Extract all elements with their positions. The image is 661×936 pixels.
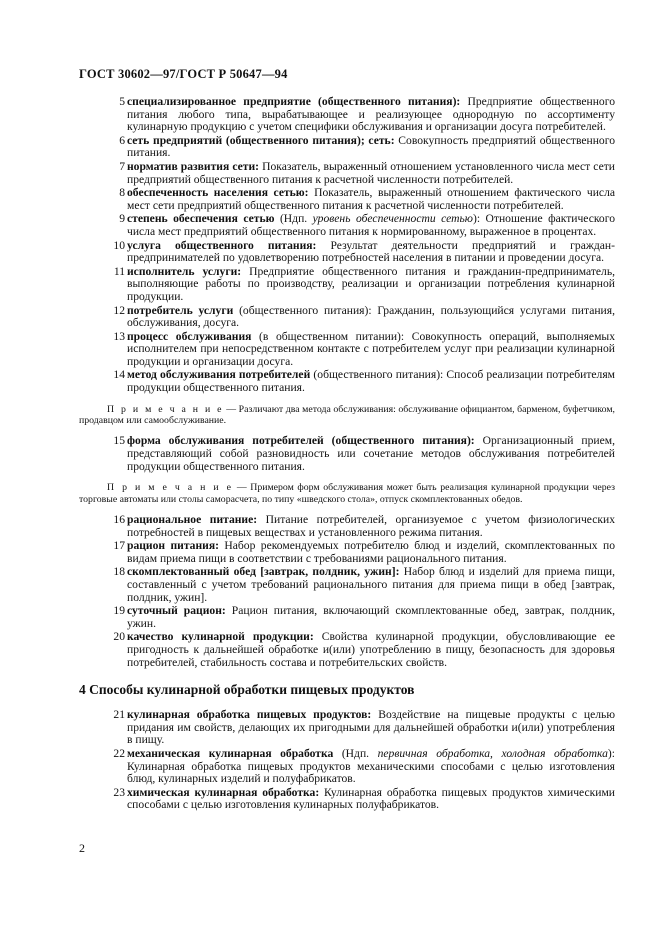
term-name: потребитель услуги bbox=[127, 303, 234, 317]
page-number: 2 bbox=[79, 841, 85, 855]
term-name: кулинарная обработка пищевых продуктов: bbox=[127, 708, 372, 722]
term-entry bbox=[79, 709, 615, 747]
term-name: сеть предприятий (общественного питания); сеть: bbox=[127, 133, 395, 147]
term-number: 14 bbox=[113, 368, 125, 382]
term-entry bbox=[79, 787, 615, 812]
term-definition: Питание потребителей, организуемое с учетом физиологических потребностей в пищевых веществах и установленного режима питания. bbox=[127, 513, 616, 539]
terms-group-a bbox=[79, 96, 615, 395]
term-number: 23 bbox=[113, 785, 125, 799]
term-definition: Рацион питания, включающий скомплектованные обед, завтрак, полдник, ужин. bbox=[127, 604, 616, 630]
terms-group-c bbox=[79, 514, 615, 669]
term-number: 22 bbox=[113, 746, 125, 760]
terms-group-d bbox=[79, 709, 615, 812]
term-name: обеспеченность населения сетью: bbox=[127, 186, 309, 200]
term-name: форма обслуживания потребителей (общественного питания): bbox=[127, 434, 475, 448]
term-definition: (общественного питания): Гражданин, пользующийся услугами питания, обслуживания, досуга. bbox=[127, 303, 615, 330]
term-name: специализированное предприятие (общественного питания): bbox=[127, 95, 461, 108]
terms-list bbox=[79, 96, 615, 813]
term-number: 21 bbox=[113, 708, 125, 722]
term-name: качество кулинарной продукции: bbox=[127, 630, 314, 644]
term-definition: Совокупность предприятий общественного питания. bbox=[127, 133, 615, 160]
term-number: 6 bbox=[119, 133, 125, 147]
term-deprecated: первичная обработка, холодная обработка bbox=[377, 746, 608, 760]
term-name: суточный рацион: bbox=[127, 604, 226, 618]
term-entry bbox=[79, 331, 615, 369]
term-definition: (общественного питания): Способ реализации потребителям продукции общественного питания. bbox=[127, 368, 615, 395]
term-name: исполнитель услуги: bbox=[127, 264, 242, 278]
term-number: 17 bbox=[113, 539, 125, 553]
term-definition: Организационный прием, представляющий собой разновидность или сочетание методов обслуживания потребителей продукции общественного питания. bbox=[127, 434, 615, 473]
term-number: 12 bbox=[113, 303, 125, 317]
term-number: 10 bbox=[113, 238, 125, 252]
term-definition: Результат деятельности предприятий и граждан-предпринимателей по удовлетворению потребностей населения в питании и проведении досуга. bbox=[127, 238, 615, 265]
note-2-label: П р и м е ч а н и е bbox=[107, 482, 234, 494]
term-definition: ): Отношение фактического числа мест предприятий общественного питания к нормированному, выраженное в процентах. bbox=[127, 212, 615, 238]
term-entry bbox=[79, 305, 615, 330]
term-entry bbox=[79, 631, 615, 669]
term-entry bbox=[79, 435, 615, 473]
term-definition: Набор рекомендуемых потребителю блюд и изделий, скомплектованных по видам приема пищи в соответствии с требованиями рационального питания. bbox=[127, 539, 616, 565]
term-number: 18 bbox=[113, 565, 125, 579]
term-name: химическая кулинарная обработка: bbox=[127, 785, 320, 799]
term-definition: Показатель, выраженный отношением фактического числа мест сети предприятий общественного питания к расчетной численности потребителей. bbox=[127, 186, 615, 212]
term-prefix: (Ндп. bbox=[333, 746, 378, 760]
term-entry bbox=[79, 96, 615, 134]
term-entry bbox=[79, 540, 615, 565]
term-definition: ): Кулинарная обработка пищевых продуктов механическими способами с целью изготовления блюд, кулинарных изделий и полуфабрикатов. bbox=[127, 746, 615, 786]
term-name: процесс обслуживания bbox=[127, 329, 252, 343]
term-entry bbox=[79, 605, 615, 630]
term-name: механическая кулинарная обработка bbox=[127, 746, 334, 760]
term-name: рацион питания: bbox=[127, 539, 219, 553]
note-1-label: П р и м е ч а н и е bbox=[107, 403, 224, 415]
term-number: 5 bbox=[119, 95, 125, 108]
term-number: 11 bbox=[113, 264, 125, 278]
term-definition: Набор блюд и изделий для приема пищи, составленный с учетом требований рационального питания для приема пищи в обед [завтрак, полдник, ужин]. bbox=[127, 565, 615, 604]
term-entry bbox=[79, 240, 615, 265]
note-2 bbox=[79, 482, 615, 505]
term-name: степень обеспечения сетью bbox=[127, 212, 275, 226]
term-number: 16 bbox=[113, 513, 125, 527]
term-entry bbox=[79, 369, 615, 394]
term-entry bbox=[79, 748, 615, 786]
section-4-title: 4 Способы кулинарной обработки пищевых продуктов bbox=[79, 682, 415, 698]
note-1 bbox=[79, 404, 615, 427]
term-number: 7 bbox=[119, 159, 125, 173]
term-definition: Показатель, выраженный отношением установленного числа мест сети предприятий общественного питания к расчетной численности потребителей. bbox=[127, 159, 615, 186]
terms-group-b bbox=[79, 435, 615, 473]
term-prefix: (Ндп. bbox=[274, 212, 313, 226]
term-name: скомплектованный обед [завтрак, полдник, ужин]: bbox=[127, 565, 400, 579]
term-number: 9 bbox=[119, 212, 125, 226]
term-number: 20 bbox=[113, 630, 125, 644]
term-definition: (в общественном питании): Совокупность операций, выполняемых исполнителем при непосредственном контакте с потребителем услуг при реализации кулинарной продукции и организации досуга. bbox=[127, 329, 615, 368]
term-number: 19 bbox=[113, 604, 125, 618]
term-number: 8 bbox=[119, 186, 125, 200]
note-2-text: — Примером форм обслуживания может быть реализация кулинарной продукции через торговые автоматы или столы саморасчета, по типу «шведского стола», отпуск скомплектованных обедов. bbox=[79, 482, 615, 505]
term-number: 13 bbox=[113, 329, 125, 343]
term-name: метод обслуживания потребителей bbox=[127, 368, 311, 382]
term-name: норматив развития сети: bbox=[127, 159, 260, 173]
term-definition: Предприятие общественного питания любого типа, вырабатывающее и реализующее однородную по ассортименту кулинарную продукцию с учетом специфики обслуживания и организации досуга потребителей. bbox=[127, 95, 615, 134]
term-entry bbox=[79, 213, 615, 238]
term-name: услуга общественного питания: bbox=[127, 238, 317, 252]
page-header: ГОСТ 30602—97/ГОСТ Р 50647—94 bbox=[79, 67, 288, 81]
term-entry bbox=[79, 161, 615, 186]
note-1-text: — Различают два метода обслуживания: обслуживание официантом, барменом, буфетчиком, продавцом или самообслуживание. bbox=[79, 403, 615, 427]
term-entry bbox=[79, 266, 615, 304]
term-entry bbox=[79, 135, 615, 160]
term-name: рациональное питание: bbox=[127, 513, 258, 527]
term-deprecated: уровень обеспеченности сетью bbox=[312, 212, 473, 226]
term-definition: Свойства кулинарной продукции, обусловливающие ее пригодность к дальнейшей обработке и(или) употреблению в пищу, безопасность для здоровья потребителей, стабильность состава и потребительских свойств. bbox=[127, 630, 615, 669]
term-definition: Воздействие на пищевые продукты с целью придания им свойств, делающих их пригодными для дальнейшей обработки и(или) употребления в пищу. bbox=[127, 708, 615, 747]
term-number: 15 bbox=[113, 434, 125, 448]
term-entry bbox=[79, 187, 615, 212]
term-entry bbox=[79, 514, 615, 539]
term-definition: Кулинарная обработка пищевых продуктов химическими способами с целью изготовления кулинарных полуфабрикатов. bbox=[127, 785, 615, 812]
term-definition: Предприятие общественного питания и гражданин-предприниматель, выполняющие работы по производству, реализации и организации потребления кулинарной продукции. bbox=[127, 264, 615, 303]
term-entry bbox=[79, 566, 615, 604]
